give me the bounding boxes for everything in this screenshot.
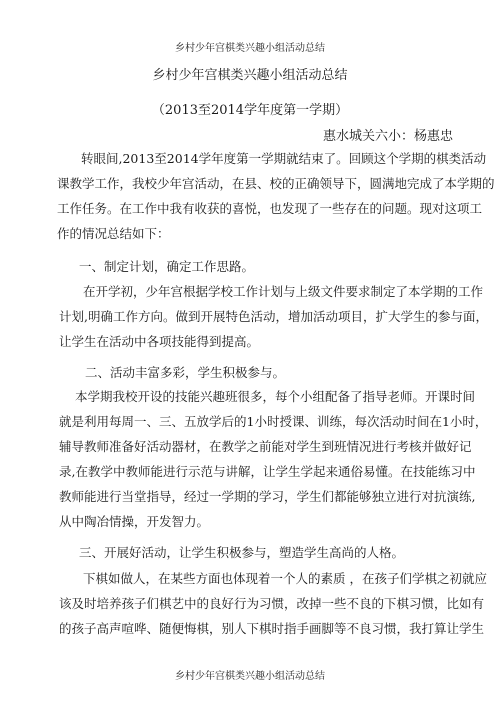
intro-line: 工作任务。在工作中我有收获的喜悦，也发现了一些存在的问题。现对这项工 [57, 201, 483, 216]
section-heading-1: 一、制定计划，确定工作思路。 [79, 259, 255, 274]
paragraph-line: 在开学初，少年宫根据学校工作计划与上级文件要求制定了本学期的工作 [83, 284, 484, 299]
paragraph-line: 辅导教师准备好活动器材，在教学之前能对学生到班情况进行考核并做好记 [59, 439, 472, 454]
document-title: 乡村少年宫棋类兴趣小组活动总结 [152, 68, 348, 83]
paragraph-line: 从中陶冶情操，开发智力。 [59, 514, 210, 529]
paragraph-line: 本学期我校开设的技能兴趣班很多，每个小组配备了指导老师。开课时间 [75, 389, 476, 404]
author-line: 惠水城关六小：杨惠忠 [322, 129, 453, 144]
section-heading-2: 二、活动丰富多彩，学生积极参与。 [85, 365, 286, 380]
paragraph-line: 下棋如做人，在某些方面也体现着一个人的素质 ，在孩子们学棋之初就应 [83, 571, 487, 586]
intro-paragraph [57, 146, 495, 246]
intro-line: 作的情况总结如下： [57, 226, 170, 241]
page-header: 乡村少年宫棋类兴趣小组活动总结 [175, 43, 325, 54]
paragraph-line: 该及时培养孩子们棋艺中的良好行为习惯，改掉一些不良的下棋习惯，比如有 [59, 596, 485, 611]
paragraph-line: 计划,明确工作方向。做到开展特色活动，增加活动项目，扩大学生的参与面， [59, 309, 488, 324]
paragraph-line: 教师能进行当堂指导，经过一学期的学习，学生们都能够独立进行对抗演练, [59, 489, 476, 504]
paragraph-line: 录,在教学中教师能进行示范与讲解，让学生学起来通俗易懂。在技能练习中 [59, 464, 476, 479]
section-1-paragraph [59, 279, 488, 354]
section-2-paragraph [59, 384, 488, 534]
intro-line: 课教学工作，我校少年宫活动，在县、校的正确领导下，圆满地完成了本学期的 [57, 176, 495, 191]
paragraph-line: 的孩子高声喧哗、随便悔棋，别人下棋时指手画脚等不良习惯，我打算让学生 [59, 621, 485, 636]
section-heading-3: 三、开展好活动，让学生积极参与，塑造学生高尚的人格。 [79, 545, 405, 560]
document-subtitle: （2013至2014学年度第一学期） [151, 103, 349, 118]
paragraph-line: 让学生在活动中各项技能得到提高。 [59, 334, 260, 349]
section-3-paragraph [59, 566, 487, 641]
intro-line: 转眼间,2013至2014学年度第一学期就结束了。回顾这个学期的棋类活动 [81, 151, 487, 166]
paragraph-line: 就是利用每周一、三、五放学后的1小时授课、训练，每次活动时间在1小时， [59, 414, 488, 429]
page-footer: 乡村少年宫棋类兴趣小组活动总结 [175, 671, 325, 682]
